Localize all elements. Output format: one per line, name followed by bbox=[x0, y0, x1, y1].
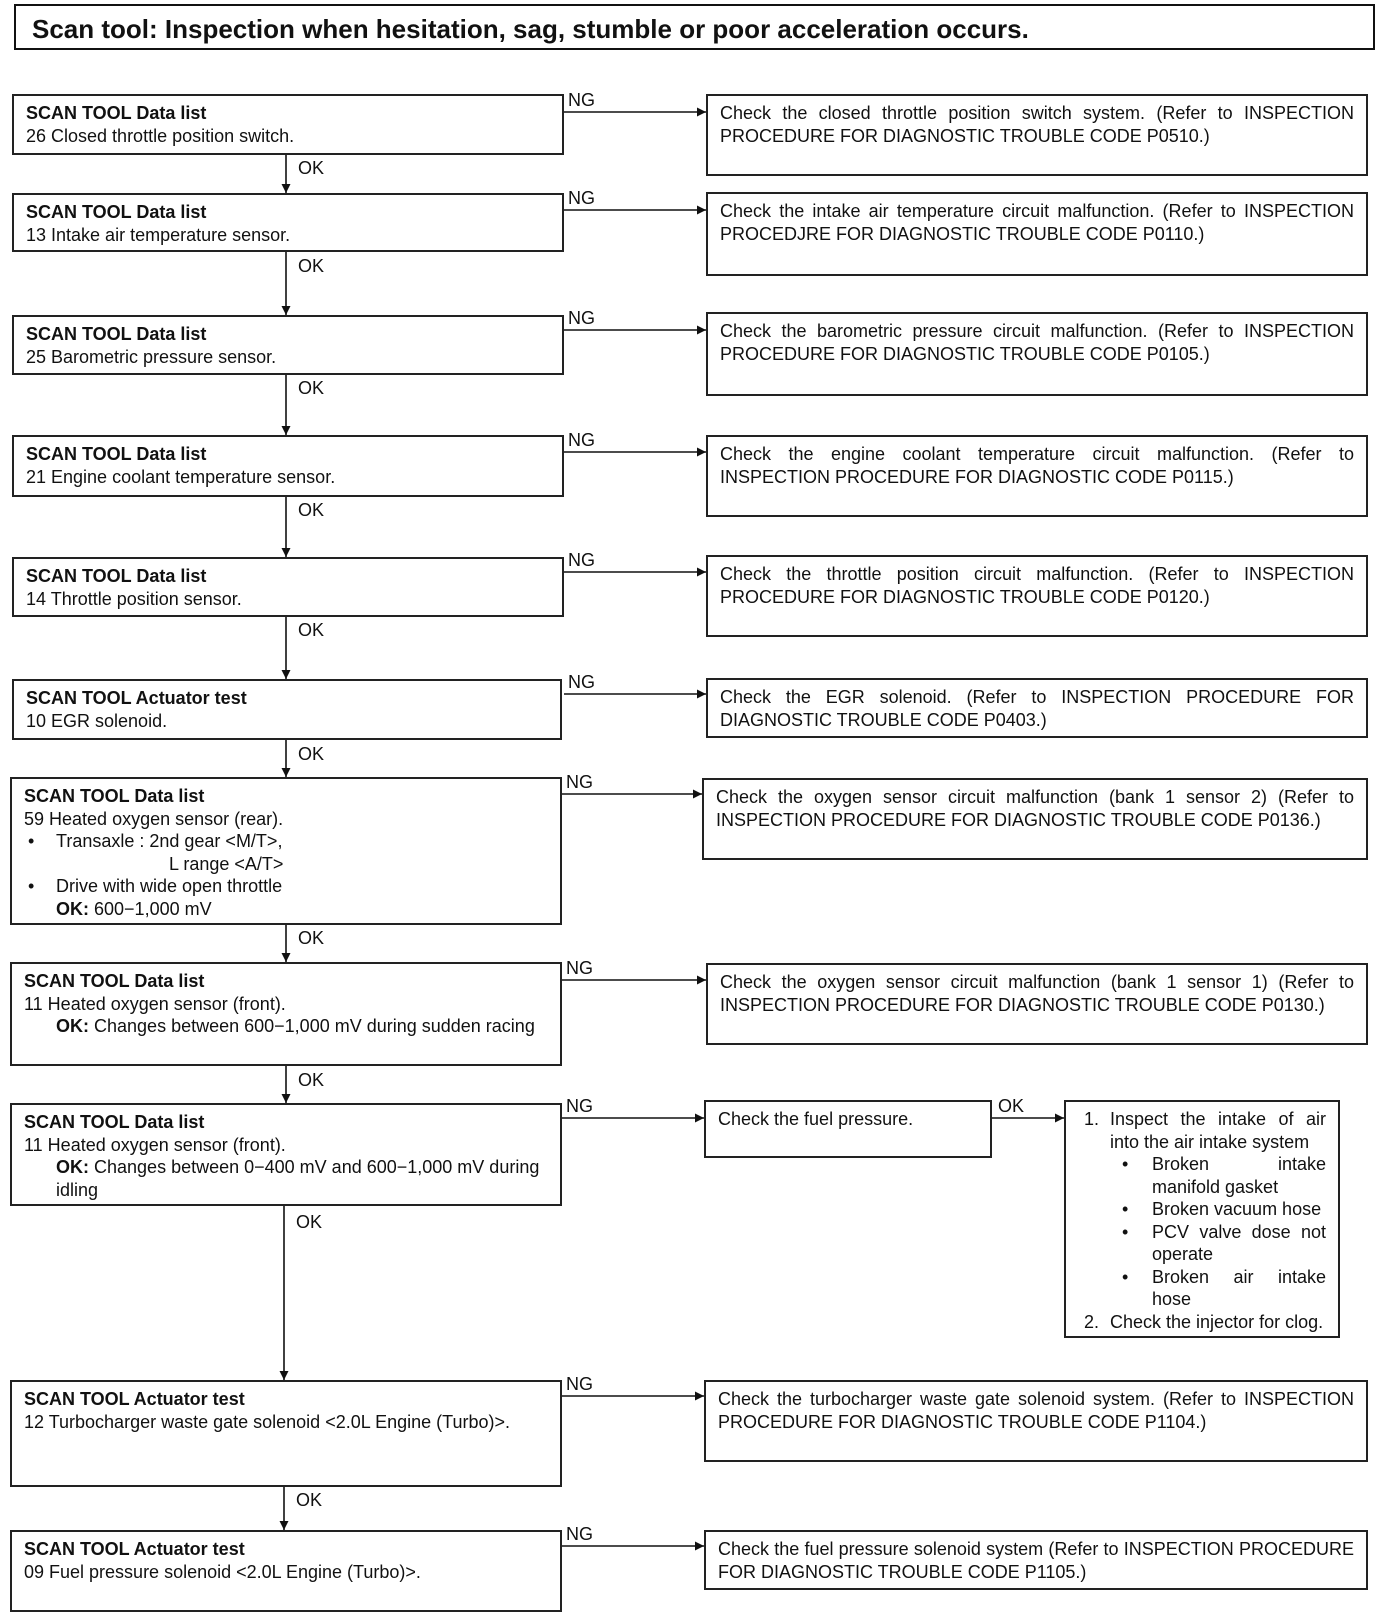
result-box-10: Check the turbocharger waste gate solenoid system. (Refer to INSPECTION PROCEDURE FOR DIAGNOSTIC TROUBLE CODE P1104.) bbox=[704, 1380, 1368, 1462]
ok-criteria bbox=[24, 898, 548, 921]
step-box-9 bbox=[10, 1103, 562, 1206]
ok-criteria bbox=[24, 1015, 548, 1038]
result-box-9: Check the fuel pressure. bbox=[704, 1100, 992, 1158]
step-heading: SCAN TOOL Data list bbox=[26, 202, 207, 222]
ok-label: OK bbox=[296, 1212, 323, 1232]
step-box-7 bbox=[10, 777, 562, 925]
step-heading: SCAN TOOL Data list bbox=[24, 971, 205, 991]
ok-criteria bbox=[24, 1156, 548, 1201]
step-heading: SCAN TOOL Data list bbox=[26, 103, 207, 123]
ng-label: NG bbox=[566, 1524, 593, 1544]
ng-label: NG bbox=[566, 772, 593, 792]
step-heading: SCAN TOOL Actuator test bbox=[24, 1539, 245, 1559]
result-box-5: Check the throttle position circuit malfunction. (Refer to INSPECTION PROCEDURE FOR DIAGNOSTIC TROUBLE CODE P0120.) bbox=[706, 555, 1368, 637]
result-box-7: Check the oxygen sensor circuit malfunction (bank 1 sensor 2) (Refer to INSPECTION PROCEDURE FOR DIAGNOSTIC TROUBLE CODE P0136.) bbox=[702, 778, 1368, 860]
ok-label: OK bbox=[298, 256, 325, 276]
ok-label: OK bbox=[998, 1096, 1025, 1116]
result-box-6: Check the EGR solenoid. (Refer to INSPECTION PROCEDURE FOR DIAGNOSTIC TROUBLE CODE P0403.) bbox=[706, 678, 1368, 738]
ng-label: NG bbox=[566, 1096, 593, 1116]
result-box-4: Check the engine coolant temperature circuit malfunction. (Refer to INSPECTION PROCEDURE FOR DIAGNOSTIC CODE P0115.) bbox=[706, 435, 1368, 517]
step-item: 13 Intake air temperature sensor. bbox=[26, 224, 291, 245]
step-item: 09 Fuel pressure solenoid <2.0L Engine (Turbo)>. bbox=[24, 1561, 421, 1582]
ng-label: NG bbox=[566, 958, 593, 978]
step-item: 10 EGR solenoid. bbox=[26, 710, 168, 731]
result-box-2: Check the intake air temperature circuit malfunction. (Refer to INSPECTION PROCEDJRE FOR DIAGNOSTIC TROUBLE CODE P0110.) bbox=[706, 192, 1368, 276]
step-item: 12 Turbocharger waste gate solenoid <2.0L Engine (Turbo)>. bbox=[24, 1411, 510, 1432]
ok-criteria-label: OK: bbox=[56, 1157, 89, 1177]
step-item: 11 Heated oxygen sensor (front). bbox=[24, 1134, 286, 1155]
result-box-3: Check the barometric pressure circuit malfunction. (Refer to INSPECTION PROCEDURE FOR DIAGNOSTIC TROUBLE CODE P0105.) bbox=[706, 312, 1368, 396]
ok-label: OK bbox=[298, 158, 325, 178]
inspection-list-box bbox=[1064, 1100, 1340, 1338]
step-heading: SCAN TOOL Data list bbox=[24, 1112, 205, 1132]
ok-label: OK bbox=[298, 744, 325, 764]
step-heading: SCAN TOOL Data list bbox=[26, 324, 207, 344]
ng-label: NG bbox=[568, 550, 595, 570]
step-item: 11 Heated oxygen sensor (front). bbox=[24, 993, 286, 1014]
inspection-item-2: 2. Check the injector for clog. bbox=[1084, 1311, 1324, 1332]
ng-label: NG bbox=[568, 430, 595, 450]
step-item: 25 Barometric pressure sensor. bbox=[26, 346, 277, 367]
condition-item: L range <A/T> bbox=[169, 853, 284, 874]
condition-item: • Transaxle : 2nd gear <M/T>, bbox=[24, 830, 548, 853]
step-box-10 bbox=[10, 1380, 562, 1487]
step-box-8 bbox=[10, 962, 562, 1066]
ok-criteria-value: 600−1,000 mV bbox=[94, 898, 212, 919]
page-title: Scan tool: Inspection when hesitation, sag, stumble or poor acceleration occurs. bbox=[14, 4, 1375, 50]
ng-label: NG bbox=[568, 308, 595, 328]
ok-criteria-value: Changes between 0−400 mV and 600−1,000 mV during idling bbox=[56, 1157, 540, 1200]
step-item: 14 Throttle position sensor. bbox=[26, 588, 242, 609]
ng-label: NG bbox=[568, 90, 595, 110]
step-heading: SCAN TOOL Data list bbox=[24, 786, 205, 806]
ok-label: OK bbox=[296, 1490, 323, 1510]
ok-criteria-label: OK: bbox=[56, 898, 89, 919]
ng-label: NG bbox=[568, 672, 595, 692]
result-box-11: Check the fuel pressure solenoid system (Refer to INSPECTION PROCEDURE FOR DIAGNOSTIC TROUBLE CODE P1105.) bbox=[704, 1530, 1368, 1590]
step-box-2 bbox=[12, 193, 564, 252]
step-item: 59 Heated oxygen sensor (rear). bbox=[24, 808, 284, 829]
ok-criteria-value: Changes between 600−1,000 mV during sudden racing bbox=[94, 1016, 535, 1036]
step-heading: SCAN TOOL Actuator test bbox=[24, 1389, 245, 1409]
ng-label: NG bbox=[566, 1374, 593, 1394]
ok-label: OK bbox=[298, 620, 325, 640]
result-box-1: Check the closed throttle position switch system. (Refer to INSPECTION PROCEDURE FOR DIAGNOSTIC TROUBLE CODE P0510.) bbox=[706, 94, 1368, 176]
step-heading: SCAN TOOL Data list bbox=[26, 444, 207, 464]
ok-label: OK bbox=[298, 378, 325, 398]
step-heading: SCAN TOOL Actuator test bbox=[26, 688, 247, 708]
ok-label: OK bbox=[298, 500, 325, 520]
inspection-subitem: • Broken intake manifold gasket bbox=[1078, 1153, 1326, 1198]
inspection-subitem: • Broken air intake hose bbox=[1078, 1266, 1326, 1311]
step-item: 21 Engine coolant temperature sensor. bbox=[26, 466, 336, 487]
inspection-item-1: 1. Inspect the intake of air into the air intake system bbox=[1084, 1109, 1326, 1152]
step-box-1 bbox=[12, 94, 564, 155]
step-box-3 bbox=[12, 315, 564, 375]
condition-item: • Drive with wide open throttle bbox=[24, 875, 548, 898]
ok-criteria-label: OK: bbox=[56, 1016, 89, 1036]
step-box-4 bbox=[12, 435, 564, 497]
step-box-6 bbox=[12, 679, 562, 740]
step-item: 26 Closed throttle position switch. bbox=[26, 125, 295, 146]
step-box-5 bbox=[12, 557, 564, 617]
inspection-subitem: • PCV valve dose not operate bbox=[1078, 1221, 1326, 1266]
step-box-11 bbox=[10, 1530, 562, 1612]
result-box-8: Check the oxygen sensor circuit malfunction (bank 1 sensor 1) (Refer to INSPECTION PROCEDURE FOR DIAGNOSTIC TROUBLE CODE P0130.) bbox=[706, 963, 1368, 1045]
ok-label: OK bbox=[298, 1070, 325, 1090]
ok-label: OK bbox=[298, 928, 325, 948]
ng-label: NG bbox=[568, 188, 595, 208]
inspection-subitem: • Broken vacuum hose bbox=[1078, 1198, 1326, 1221]
step-heading: SCAN TOOL Data list bbox=[26, 566, 207, 586]
